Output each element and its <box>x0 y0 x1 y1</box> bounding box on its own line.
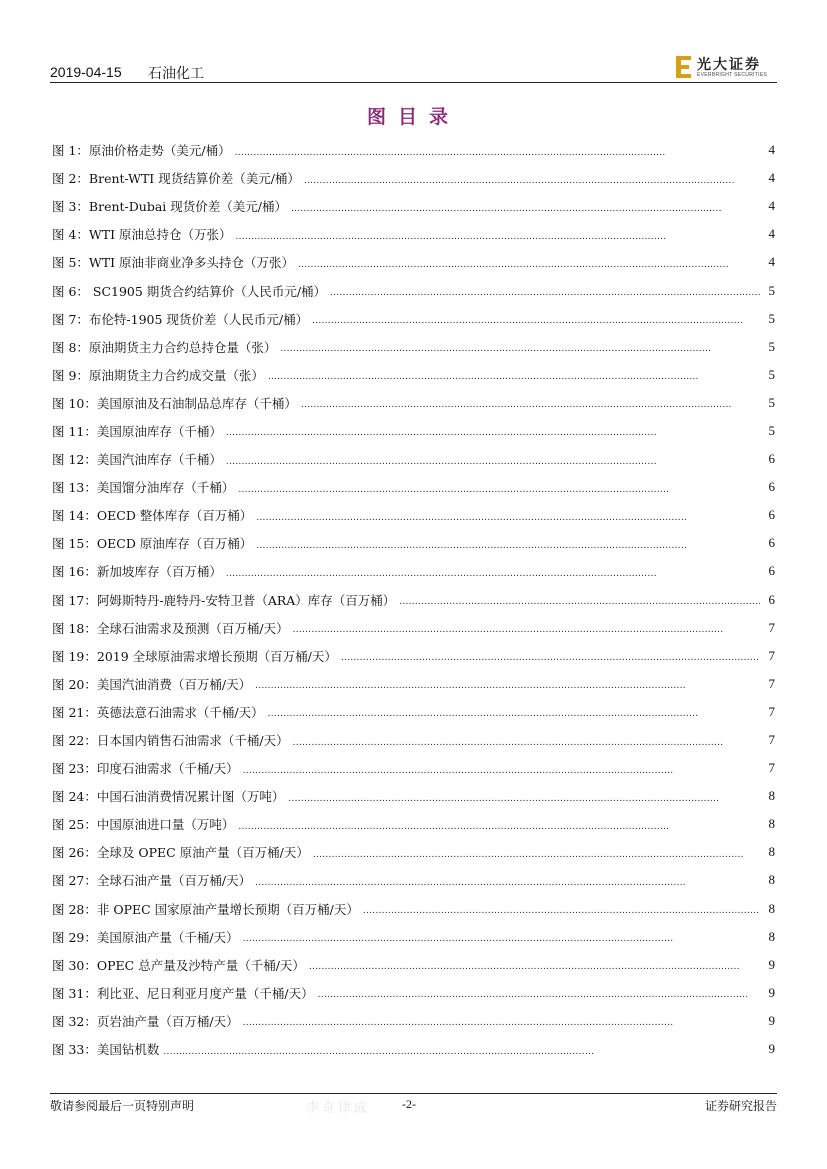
toc-entry[interactable] <box>52 445 775 473</box>
report-date: 2019-04-15 <box>50 64 122 80</box>
logo-text-en: EVERBRIGHT SECURITIES <box>697 72 768 78</box>
toc-entry[interactable] <box>52 866 775 894</box>
toc-entry-label: 图 30：OPEC 总产量及沙特产量（千桶/天） <box>52 956 309 974</box>
toc-leader-dots <box>226 423 760 438</box>
toc-entry-label: 图 31：利比亚、尼日利亚月度产量（千桶/天） <box>52 984 318 1002</box>
toc-entry-label: 图 19：2019 全球原油需求增长预期（百万桶/天） <box>52 647 341 665</box>
toc-entry-label: 图 15：OECD 原油库存（百万桶） <box>52 534 256 552</box>
watermark-text: 李奇律成 <box>306 1101 371 1116</box>
toc-entry-page: 5 <box>768 282 775 298</box>
toc-entry-page: 7 <box>768 647 775 663</box>
toc-entry[interactable] <box>52 614 775 642</box>
page-footer <box>50 1097 777 1117</box>
toc-entry-page: 7 <box>768 703 775 719</box>
toc-entry-page: 8 <box>768 816 775 832</box>
toc-entry-page: 7 <box>768 732 775 748</box>
toc-leader-dots <box>236 227 760 242</box>
toc-entry-page: 7 <box>768 760 775 776</box>
toc-entry-label: 图 28：非 OPEC 国家原油产量增长预期（百万桶/天） <box>52 900 363 918</box>
toc-entry-label: 图 8：原油期货主力合约总持仓量（张） <box>52 338 280 356</box>
toc-leader-dots <box>226 452 760 467</box>
toc-entry-page: 6 <box>768 535 775 551</box>
toc-entry-page: 4 <box>768 226 775 242</box>
toc-entry[interactable] <box>52 276 775 304</box>
toc-entry-page: 4 <box>768 198 775 214</box>
toc-entry[interactable] <box>52 670 775 698</box>
toc-entry[interactable] <box>52 1035 775 1063</box>
toc-entry-label: 图 20：美国汽油消费（百万桶/天） <box>52 675 255 693</box>
toc-leader-dots <box>293 733 760 748</box>
everbright-logo-icon <box>675 54 693 80</box>
toc-leader-dots <box>313 845 760 860</box>
toc-entry-label: 图 22：日本国内销售石油需求（千桶/天） <box>52 731 293 749</box>
toc-entry[interactable] <box>52 501 775 529</box>
toc-leader-dots <box>363 901 760 916</box>
toc-entry-page: 6 <box>768 591 775 607</box>
toc-entry-page: 9 <box>768 984 775 1000</box>
toc-entry-page: 7 <box>768 619 775 635</box>
toc-entry-page: 7 <box>768 675 775 691</box>
toc-entry[interactable] <box>52 838 775 866</box>
toc-entry-page: 4 <box>768 142 775 158</box>
header-divider <box>50 82 777 83</box>
toc-entry[interactable] <box>52 248 775 276</box>
toc-entry-label: 图 23：印度石油需求（千桶/天） <box>52 759 243 777</box>
toc-leader-dots <box>255 873 760 888</box>
toc-entry-label: 图 29：美国原油产量（千桶/天） <box>52 928 243 946</box>
toc-entry[interactable] <box>52 557 775 585</box>
toc-leader-dots <box>243 1013 760 1028</box>
toc-entry-page: 6 <box>768 451 775 467</box>
toc-entry[interactable] <box>52 305 775 333</box>
toc-leader-dots <box>238 817 760 832</box>
toc-entry[interactable] <box>52 642 775 670</box>
toc-entry[interactable] <box>52 361 775 389</box>
toc-entry[interactable] <box>52 164 775 192</box>
toc-leader-dots <box>341 648 760 663</box>
toc-leader-dots <box>291 199 760 214</box>
toc-entry-page: 4 <box>768 170 775 186</box>
toc-entry-label: 图 4：WTI 原油总持仓（万张） <box>52 225 236 243</box>
toc-entry-label: 图 21：英德法意石油需求（千桶/天） <box>52 703 268 721</box>
toc-entry-label: 图 3：Brent-Dubai 现货价差（美元/桶） <box>52 197 291 215</box>
toc-leader-dots <box>256 536 760 551</box>
company-logo <box>675 54 775 80</box>
toc-entry-label: 图 1：原油价格走势（美元/桶） <box>52 141 235 159</box>
toc-entry-label: 图 24：中国石油消费情况累计图（万吨） <box>52 787 288 805</box>
toc-entry-page: 5 <box>768 338 775 354</box>
toc-entry[interactable] <box>52 529 775 557</box>
toc-entry-label: 图 9：原油期货主力合约成交量（张） <box>52 366 268 384</box>
toc-entry-label: 图 11：美国原油库存（千桶） <box>52 422 226 440</box>
toc-leader-dots <box>268 367 760 382</box>
toc-entry-label: 图 12：美国汽油库存（千桶） <box>52 450 226 468</box>
toc-entry[interactable] <box>52 810 775 838</box>
toc-entry-label: 图 25：中国原油进口量（万吨） <box>52 815 238 833</box>
toc-leader-dots <box>268 704 760 719</box>
toc-leader-dots <box>298 255 760 270</box>
toc-leader-dots <box>312 311 760 326</box>
toc-entry-page: 8 <box>768 844 775 860</box>
toc-entry-page: 8 <box>768 900 775 916</box>
toc-entry[interactable] <box>52 979 775 1007</box>
toc-leader-dots <box>293 620 760 635</box>
toc-leader-dots <box>309 957 760 972</box>
toc-entry-page: 8 <box>768 788 775 804</box>
report-sector: 石油化工 <box>148 66 204 82</box>
toc-entry[interactable] <box>52 698 775 726</box>
toc-leader-dots <box>243 761 760 776</box>
toc-entry[interactable] <box>52 473 775 501</box>
toc-entry-label: 图 13：美国馏分油库存（千桶） <box>52 478 238 496</box>
toc-entry-label: 图 27：全球石油产量（百万桶/天） <box>52 871 255 889</box>
toc-leader-dots <box>330 283 760 298</box>
toc-entry-label: 图 18：全球石油需求及预测（百万桶/天） <box>52 619 293 637</box>
toc-entry-label: 图 17：阿姆斯特丹-鹿特丹-安特卫普（ARA）库存（百万桶） <box>52 591 399 609</box>
toc-leader-dots <box>226 564 760 579</box>
figure-list <box>52 136 775 1063</box>
toc-entry[interactable] <box>52 136 775 164</box>
toc-leader-dots <box>243 929 760 944</box>
toc-entry-label: 图 10：美国原油及石油制品总库存（千桶） <box>52 394 301 412</box>
toc-leader-dots <box>235 143 760 158</box>
toc-entry-label: 图 32：页岩油产量（百万桶/天） <box>52 1012 243 1030</box>
toc-entry[interactable] <box>52 895 775 923</box>
toc-entry-label: 图 7：布伦特-1905 现货价差（人民币元/桶） <box>52 310 312 328</box>
toc-entry-label: 图 6： SC1905 期货合约结算价（人民币元/桶） <box>52 282 330 300</box>
toc-entry[interactable] <box>52 754 775 782</box>
toc-entry-page: 5 <box>768 366 775 382</box>
toc-entry-label: 图 2：Brent-WTI 现货结算价差（美元/桶） <box>52 169 304 187</box>
toc-leader-dots <box>288 789 760 804</box>
toc-entry[interactable] <box>52 333 775 361</box>
footer-divider <box>50 1093 777 1094</box>
toc-entry[interactable] <box>52 1007 775 1035</box>
toc-entry-label: 图 5：WTI 原油非商业净多头持仓（万张） <box>52 253 298 271</box>
toc-entry-page: 5 <box>768 422 775 438</box>
toc-entry[interactable] <box>52 951 775 979</box>
toc-entry[interactable] <box>52 782 775 810</box>
toc-leader-dots <box>280 339 760 354</box>
toc-leader-dots <box>163 1042 760 1057</box>
page-title: 图目录 <box>366 106 460 128</box>
toc-entry-label: 图 26：全球及 OPEC 原油产量（百万桶/天） <box>52 843 313 861</box>
toc-leader-dots <box>304 171 760 186</box>
toc-entry[interactable] <box>52 923 775 951</box>
page-number: -2- <box>402 1097 416 1111</box>
toc-leader-dots <box>238 480 760 495</box>
toc-entry-page: 4 <box>768 254 775 270</box>
toc-leader-dots <box>318 985 760 1000</box>
toc-entry-label: 图 16：新加坡库存（百万桶） <box>52 562 226 580</box>
toc-entry-page: 8 <box>768 928 775 944</box>
toc-entry[interactable] <box>52 220 775 248</box>
toc-entry-page: 6 <box>768 507 775 523</box>
toc-entry-page: 9 <box>768 1041 775 1057</box>
toc-entry-page: 6 <box>768 563 775 579</box>
toc-entry-label: 图 33：美国钻机数 <box>52 1040 163 1058</box>
toc-leader-dots <box>255 676 760 691</box>
toc-entry-page: 9 <box>768 956 775 972</box>
toc-leader-dots <box>399 592 760 607</box>
toc-entry-label: 图 14：OECD 整体库存（百万桶） <box>52 506 256 524</box>
logo-text-cn: 光大证券 <box>697 57 761 73</box>
toc-entry[interactable] <box>52 726 775 754</box>
report-type: 证券研究报告 <box>704 1099 777 1113</box>
toc-entry[interactable] <box>52 192 775 220</box>
toc-entry-page: 5 <box>768 310 775 326</box>
toc-entry-page: 5 <box>768 394 775 410</box>
page-header <box>50 54 777 82</box>
toc-entry[interactable] <box>52 389 775 417</box>
toc-entry[interactable] <box>52 417 775 445</box>
toc-entry-page: 6 <box>768 479 775 495</box>
toc-entry-page: 9 <box>768 1012 775 1028</box>
toc-leader-dots <box>256 508 760 523</box>
toc-entry[interactable] <box>52 586 775 614</box>
toc-entry-page: 8 <box>768 872 775 888</box>
toc-leader-dots <box>301 395 760 410</box>
disclaimer-note: 敬请参阅最后一页特别声明 <box>50 1099 195 1113</box>
